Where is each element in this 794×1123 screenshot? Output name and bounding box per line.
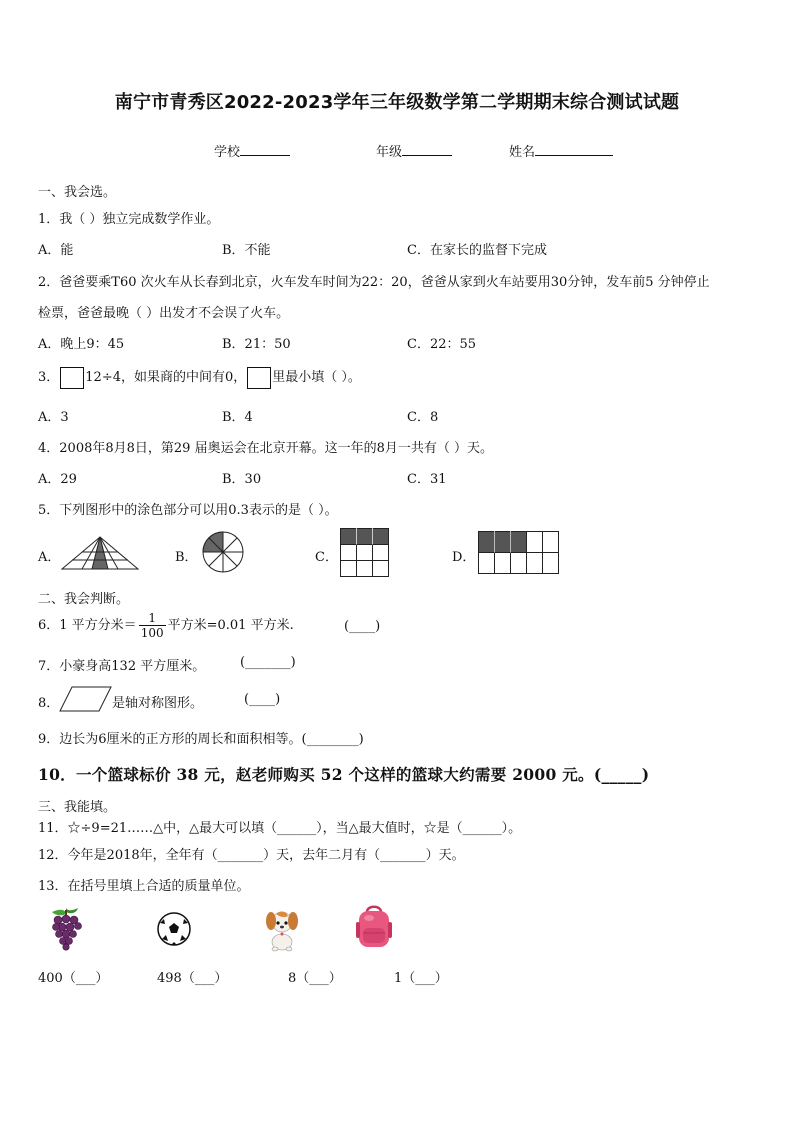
q6-suffix: 平方米=0.01 平方米. bbox=[167, 618, 294, 633]
q7-answer-blank[interactable]: (_______) bbox=[240, 655, 296, 670]
school-label: 学校 bbox=[214, 145, 241, 160]
grade-label: 年级 bbox=[376, 145, 403, 160]
q4-option-a[interactable]: A．29 bbox=[38, 472, 77, 487]
q1-option-b[interactable]: B．不能 bbox=[222, 243, 271, 258]
q13-item-grapes[interactable]: 400（___） bbox=[38, 971, 109, 986]
q10-text: 10．一个篮球标价 38 元，赵老师购买 52 个这样的篮球大约需要 2000 元。(_____) bbox=[38, 765, 650, 784]
fraction bbox=[139, 611, 166, 640]
q2-option-a[interactable]: A．晚上9：45 bbox=[38, 337, 125, 352]
section-3-heading: 三、我能填。 bbox=[38, 800, 117, 815]
q3-option-a[interactable]: A．3 bbox=[38, 410, 69, 425]
blank-box bbox=[247, 367, 271, 389]
q4-text: 4．2008年8月8日，第29 届奥运会在北京开幕。这一年的8月一共有（ ）天。 bbox=[38, 441, 493, 456]
q13-item-ball[interactable]: 498（___） bbox=[157, 971, 228, 986]
q5-text: 5．下列图形中的涂色部分可以用0.3表示的是（ ）。 bbox=[38, 503, 338, 518]
q9-text: 9．边长为6厘米的正方形的周长和面积相等。(________) bbox=[38, 732, 364, 747]
q2-text-line1: 2．爸爸要乘T60 次火车从长春到北京，火车发车时间为22：20，爸爸从家到火车站要用30分钟，发车前5 分钟停止 bbox=[38, 275, 710, 290]
page-title: 南宁市青秀区2022-2023学年三年级数学第二学期期末综合测试试题 bbox=[114, 92, 680, 113]
section-2-heading: 二、我会判断。 bbox=[38, 592, 130, 607]
q5-option-d[interactable]: D． bbox=[452, 550, 476, 565]
q3-suffix: 里最小填（ ）。 bbox=[272, 370, 361, 385]
school-field[interactable] bbox=[214, 141, 290, 160]
q8-suffix: 是轴对称图形。 bbox=[112, 696, 204, 711]
triangle-figure bbox=[62, 535, 140, 571]
name-field[interactable] bbox=[509, 141, 613, 160]
q3-prefix: 3． bbox=[38, 370, 60, 385]
q1-text: 1．我（ ）独立完成数学作业。 bbox=[38, 212, 220, 227]
q3-text bbox=[38, 366, 361, 389]
q4-option-c[interactable]: C．31 bbox=[407, 472, 447, 487]
q5-option-a[interactable]: A． bbox=[38, 550, 61, 565]
puppy-icon bbox=[262, 906, 302, 952]
q1-option-a[interactable]: A．能 bbox=[38, 243, 74, 258]
grade-field[interactable] bbox=[376, 141, 452, 160]
q6-text bbox=[38, 606, 294, 646]
grapes-icon bbox=[48, 906, 84, 952]
q6-answer-blank[interactable]: (____) bbox=[344, 619, 381, 634]
q3-option-b[interactable]: B．4 bbox=[222, 410, 253, 425]
q13-item-puppy[interactable]: 8（___） bbox=[288, 971, 342, 986]
section-1-heading: 一、我会选。 bbox=[38, 185, 117, 200]
blank-box bbox=[60, 367, 84, 389]
q2-text-line2: 检票，爸爸最晚（ ）出发才不会误了火车。 bbox=[38, 306, 290, 321]
fraction-denominator: 100 bbox=[140, 626, 164, 640]
q7-text: 7．小豪身高132 平方厘米。 bbox=[38, 659, 206, 674]
q3-mid: 12÷4，如果商的中间有0， bbox=[85, 370, 247, 385]
parallelogram-figure bbox=[60, 686, 112, 712]
q6-prefix: 6．1 平方分米＝ bbox=[38, 618, 137, 633]
q5-option-c[interactable]: C． bbox=[315, 550, 338, 565]
grid-5x2-figure bbox=[478, 531, 560, 575]
q13-item-backpack[interactable]: 1（___） bbox=[394, 971, 448, 986]
q2-option-b[interactable]: B．21：50 bbox=[222, 337, 291, 352]
circle-figure bbox=[201, 531, 247, 573]
q5-option-b[interactable]: B． bbox=[175, 550, 198, 565]
q2-option-c[interactable]: C．22：55 bbox=[407, 337, 477, 352]
q8-answer-blank[interactable]: (____) bbox=[244, 692, 281, 707]
soccer-ball-icon bbox=[156, 911, 192, 947]
backpack-icon bbox=[354, 904, 394, 950]
fraction-numerator: 1 bbox=[139, 611, 166, 626]
q11-text: 11．☆÷9=21……△中，△最大可以填（______），当△最大值时，☆是（______）。 bbox=[38, 821, 522, 836]
grid-3x3-figure bbox=[340, 528, 390, 578]
q3-option-c[interactable]: C．8 bbox=[407, 410, 439, 425]
q1-option-c[interactable]: C．在家长的监督下完成 bbox=[407, 243, 547, 258]
q4-option-b[interactable]: B．30 bbox=[222, 472, 262, 487]
q13-text: 13．在括号里填上合适的质量单位。 bbox=[38, 879, 250, 894]
name-label: 姓名 bbox=[509, 145, 536, 160]
q8-prefix: 8． bbox=[38, 696, 60, 711]
q12-text: 12．今年是2018年，全年有（_______）天，去年二月有（_______）天。 bbox=[38, 848, 465, 863]
